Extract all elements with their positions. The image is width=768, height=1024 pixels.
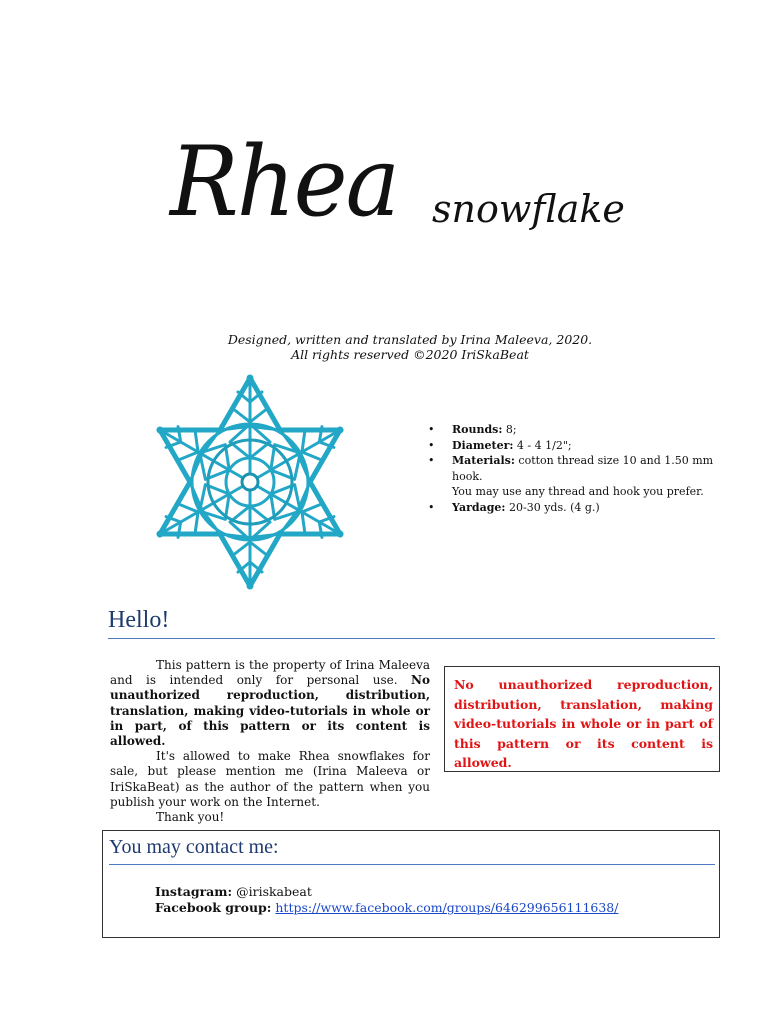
- spec-label: Materials:: [452, 454, 515, 467]
- intro-thanks: Thank you!: [156, 810, 225, 825]
- facebook-line: [155, 900, 618, 916]
- contact-lines: [155, 884, 618, 916]
- credits-line-1: Designed, written and translated by Irina Maleeva, 2020.: [227, 332, 593, 347]
- bullet-icon: •: [428, 500, 435, 514]
- spec-yardage: [428, 500, 728, 516]
- intro-p1-bold: No unauthorized reproduction, distribution, translation, making video-tutorials in whole or in part, of this pattern or its content is allowed.: [110, 673, 430, 749]
- spec-value: 20-30 yds. (4 g.): [505, 500, 600, 514]
- snowflake-photo: [145, 368, 355, 596]
- spec-materials: [428, 453, 728, 500]
- intro-text: [110, 658, 430, 825]
- spec-extra: You may use any thread and hook you prefer.: [452, 485, 704, 498]
- credits: [200, 332, 620, 362]
- copyright-warning: No unauthorized reproduction, distribution, translation, making video-tutorials in whole or in part of this pattern or its content is allowed.: [444, 666, 720, 772]
- contact-box: [102, 830, 720, 938]
- hello-rule: [108, 638, 715, 639]
- contact-rule: [109, 864, 715, 865]
- bullet-icon: •: [428, 438, 435, 452]
- title-main: Rhea: [170, 126, 399, 238]
- hello-heading: Hello!: [108, 607, 170, 633]
- spec-diameter: [428, 438, 728, 454]
- title-sub: snowflake: [432, 187, 625, 231]
- spec-rounds: [428, 422, 728, 438]
- instagram-line: [155, 884, 618, 900]
- bullet-icon: •: [428, 454, 435, 467]
- intro-paragraph-2: It's allowed to make Rhea snowflakes for sale, but please mention me (Irina Maleeva or IriSkaBeat) as the author of the pattern when you publish your work on the Internet.: [110, 749, 430, 809]
- instagram-label: Instagram:: [155, 884, 233, 899]
- instagram-handle: @iriskabeat: [232, 884, 312, 899]
- spec-value: 4 - 4 1/2";: [513, 438, 572, 452]
- document-title: [170, 122, 670, 262]
- intro-paragraph-1: [110, 658, 430, 749]
- bullet-icon: •: [428, 423, 435, 436]
- intro-p1-text: This pattern is the property of Irina Maleeva and is intended only for personal use.: [110, 658, 430, 688]
- spec-value: 8;: [502, 423, 517, 436]
- spec-label: Rounds:: [452, 423, 503, 436]
- spec-value: cotton thread size 10 and 1.50 mm hook.: [452, 454, 714, 483]
- contact-heading: You may contact me:: [109, 836, 279, 858]
- specs-list: [428, 422, 728, 515]
- spec-label: Yardage:: [452, 500, 506, 514]
- facebook-label: Facebook group:: [155, 900, 272, 915]
- credits-line-2: All rights reserved ©2020 IriSkaBeat: [291, 347, 529, 362]
- spec-label: Diameter:: [452, 438, 514, 452]
- facebook-group-link[interactable]: https://www.facebook.com/groups/646299656111638/: [275, 900, 619, 915]
